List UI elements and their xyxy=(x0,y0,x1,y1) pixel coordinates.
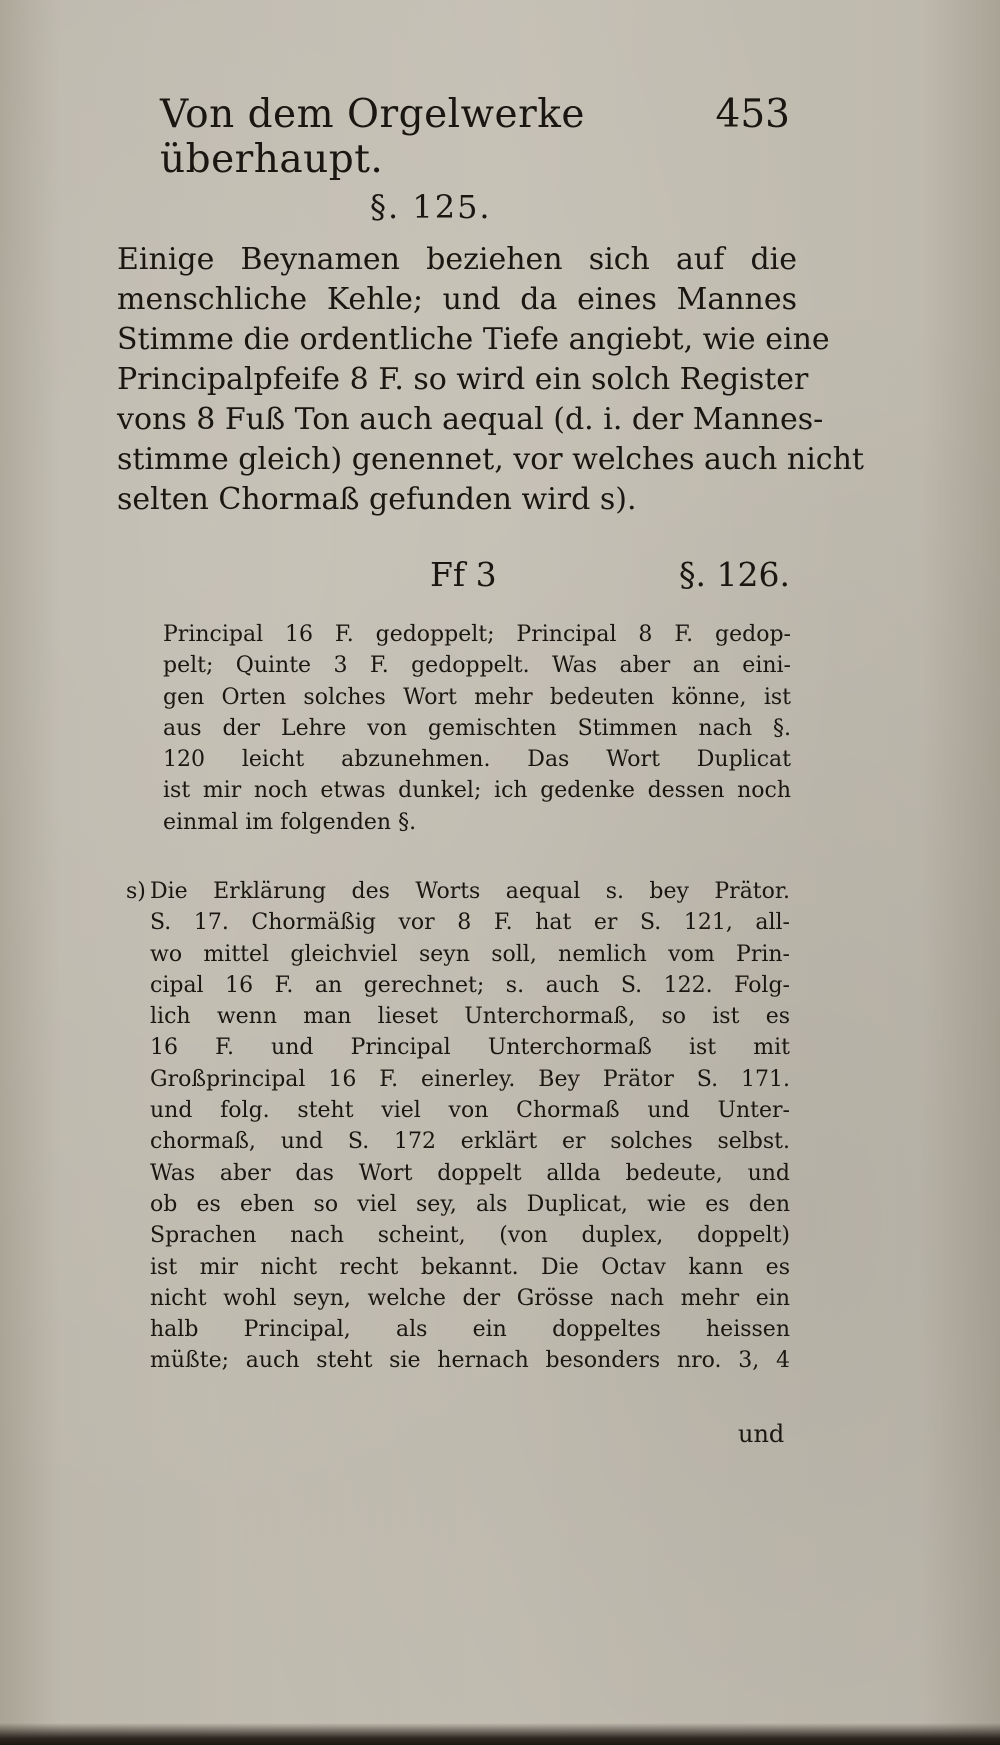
footnote-line: Die Erklärung des Worts aequal s. bey Prätor. xyxy=(150,879,790,904)
signature-mark: Ff 3 xyxy=(430,555,497,594)
page-bottom-edge xyxy=(0,1723,1000,1745)
footnote-line: und folg. steht viel von Chormaß und Unter- xyxy=(150,1098,790,1124)
footnote-line: Sprachen nach scheint, (von duplex, doppelt) xyxy=(150,1223,790,1249)
footnote-line: ist mir noch etwas dunkel; ich gedenke dessen noch xyxy=(163,778,791,804)
footnote-line: Großprincipal 16 F. einerley. Bey Prätor S. 171. xyxy=(150,1066,790,1092)
body-line: Einige Beynamen beziehen sich auf die xyxy=(117,242,797,277)
footnote-line: S. 17. Chormäßig vor 8 F. hat er S. 121, all- xyxy=(150,910,790,936)
body-line: Principalpfeife 8 F. so wird ein solch Register xyxy=(117,362,809,397)
body-paragraph xyxy=(117,240,864,520)
footnote-line: wo mittel gleichviel seyn soll, nemlich vom Prin- xyxy=(150,941,790,967)
footnote-line: halb Principal, als ein doppeltes heissen xyxy=(150,1317,790,1343)
signature-line xyxy=(430,555,790,594)
next-section-reference: §. 126. xyxy=(679,555,790,594)
footnote-line: müßte; auch steht sie hernach besonders nro. 3, 4 xyxy=(150,1348,790,1374)
section-heading: §. 125. xyxy=(370,188,492,226)
body-line: stimme gleich) genennet, vor welches auch nicht xyxy=(117,442,864,477)
running-title: Von dem Orgelwerke überhaupt. xyxy=(160,92,585,182)
body-line: menschliche Kehle; und da eines Mannes xyxy=(117,282,797,317)
footnote-line: ob es eben so viel sey, als Duplicat, wie es den xyxy=(150,1191,790,1217)
page-header xyxy=(160,92,790,182)
footnote-s xyxy=(126,876,790,1377)
footnote-line: aus der Lehre von gemischten Stimmen nach §. xyxy=(163,715,791,741)
body-line: Stimme die ordentliche Tiefe angiebt, wie eine xyxy=(117,322,830,357)
footnote-line: ist mir nicht recht bekannt. Die Octav kann es xyxy=(150,1254,790,1280)
footnote-line: Principal 16 F. gedoppelt; Principal 8 F. gedop- xyxy=(163,622,791,647)
footnote-line: lich wenn man lieset Unterchormaß, so ist es xyxy=(150,1004,790,1030)
footnote-line: nicht wohl seyn, welche der Grösse nach mehr ein xyxy=(150,1285,790,1311)
footnote-line: 120 leicht abzunehmen. Das Wort Duplicat xyxy=(163,747,791,773)
footnote-line: Was aber das Wort doppelt allda bedeute, und xyxy=(150,1160,790,1186)
footnote-marker: s) xyxy=(126,879,146,904)
footnote-line: chormaß, und S. 172 erklärt er solches selbst. xyxy=(150,1129,790,1155)
page-number: 453 xyxy=(715,92,790,137)
footnote-r xyxy=(163,619,791,838)
footnote-line: 16 F. und Principal Unterchormaß ist mit xyxy=(150,1035,790,1061)
footnote-line: gen Orten solches Wort mehr bedeuten könne, ist xyxy=(163,684,791,710)
footnote-line: cipal 16 F. an gerechnet; s. auch S. 122. Folg- xyxy=(150,972,790,998)
catchword: und xyxy=(738,1420,785,1448)
footnote-line: einmal im folgenden §. xyxy=(163,809,417,835)
body-line: selten Chormaß gefunden wird s). xyxy=(117,482,637,517)
body-line: vons 8 Fuß Ton auch aequal (d. i. der Mannes- xyxy=(117,402,824,437)
footnote-line: pelt; Quinte 3 F. gedoppelt. Was aber an eini- xyxy=(163,653,791,679)
